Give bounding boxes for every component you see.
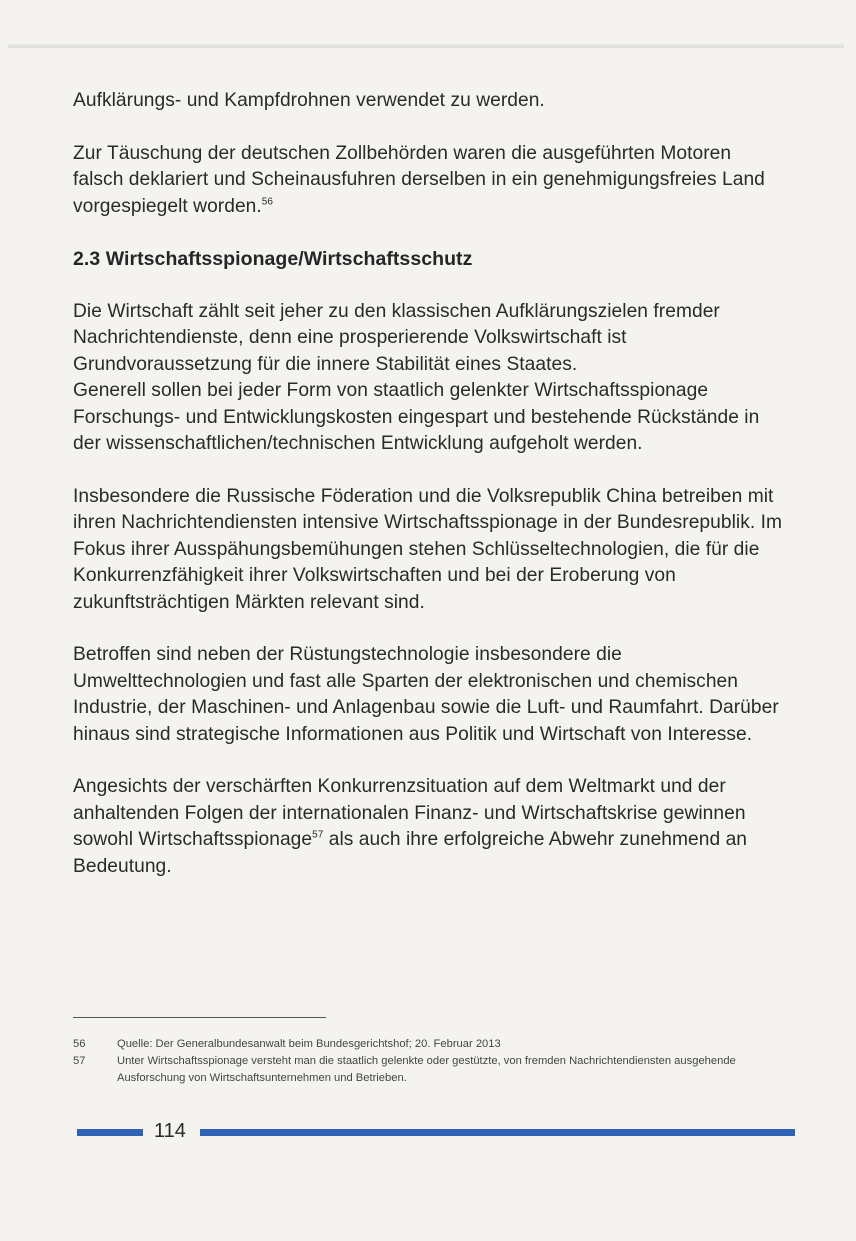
paragraph-importance (73, 774, 785, 880)
paragraph-economy-target: Die Wirtschaft zählt seit jeher zu den klassischen Aufklärungszielen fremder Nachrichtendienste, denn eine prosperierende Volkswirtschaft ist Grundvoraussetzung für die innere Stabilität eines Staates. (73, 300, 720, 375)
paragraph-espionage-purpose: Generell sollen bei jeder Form von staatlich gelenkter Wirtschaftsspionage Forschungs- und Entwicklungskosten eingespart und bestehende Rückstände in der wissenschaftlichen/technischen Entwicklung aufgeholt werden. (73, 380, 760, 454)
footnote-number: 56 (73, 1038, 86, 1050)
paragraph-affected-sectors: Betroffen sind neben der Rüstungstechnologie insbesondere die Umwelttechnologien und fast alle Sparten der elektronischen und chemischen Industrie, der Maschinen- und Anlagenbau sowie die Luft- und Raumfahrt. Darüber hinaus sind strategische Informationen aus Politik und Wirtschaft von Interesse. (73, 644, 779, 745)
footnote-divider (73, 1017, 326, 1018)
footnote-number: 57 (73, 1055, 86, 1067)
footnote-text: Unter Wirtschaftsspionage versteht man die staatlich gelenkte oder gestützte, von fremden Nachrichtendiensten ausgehende Ausforschung von Wirtschaftsunternehmen und Betrieben. (117, 1055, 736, 1084)
top-divider (8, 44, 844, 48)
page-bar-left (77, 1129, 143, 1136)
footnote-56 (73, 1036, 793, 1053)
footnote-ref-56[interactable]: 56 (261, 196, 274, 208)
page-bar-right (200, 1129, 795, 1136)
paragraph-continuation: Aufklärungs- und Kampfdrohnen verwendet zu werden. (73, 90, 545, 111)
footnote-ref-57[interactable]: 57 (312, 829, 324, 841)
footnote-57 (73, 1053, 793, 1087)
page-number: 114 (154, 1120, 186, 1142)
paragraph-text: Zur Täuschung der deutschen Zollbehörden waren die ausgeführten Motoren falsch deklariert und Scheinausfuhren derselben in ein genehmigungsfreies Land vorgespiegelt worden. (73, 142, 765, 217)
body-text (73, 88, 785, 880)
paragraph-text-end: als auch ihre erfolgreiche Abwehr zunehmend an Bedeutung. (73, 829, 748, 877)
section-heading: 2.3 Wirtschaftsspionage/Wirtschaftsschutz (73, 248, 473, 270)
paragraph-russia-china: Insbesondere die Russische Föderation und die Volksrepublik China betreiben mit ihren Nachrichtendiensten intensive Wirtschaftsspionage in der Bundesrepublik. Im Fokus ihrer Ausspähungsbemühungen stehen Schlüsseltechnologien, die für die Konkurrenzfähigkeit ihrer Volkswirtschaften und bei der Eroberung von zukunftsträchtigen Märkten relevant sind. (73, 485, 783, 613)
footnote-text: Quelle: Der Generalbundesanwalt beim Bundesgerichtshof; 20. Februar 2013 (117, 1038, 501, 1050)
paragraph-customs-deception (73, 141, 785, 221)
paragraph-text: Angesichts der verschärften Konkurrenzsituation auf dem Weltmarkt und der anhaltenden Folgen der internationalen Finanz- und Wirtschaftskrise gewinnen sowohl Wirtschaftsspionage (73, 776, 746, 850)
footnotes (73, 1036, 793, 1087)
